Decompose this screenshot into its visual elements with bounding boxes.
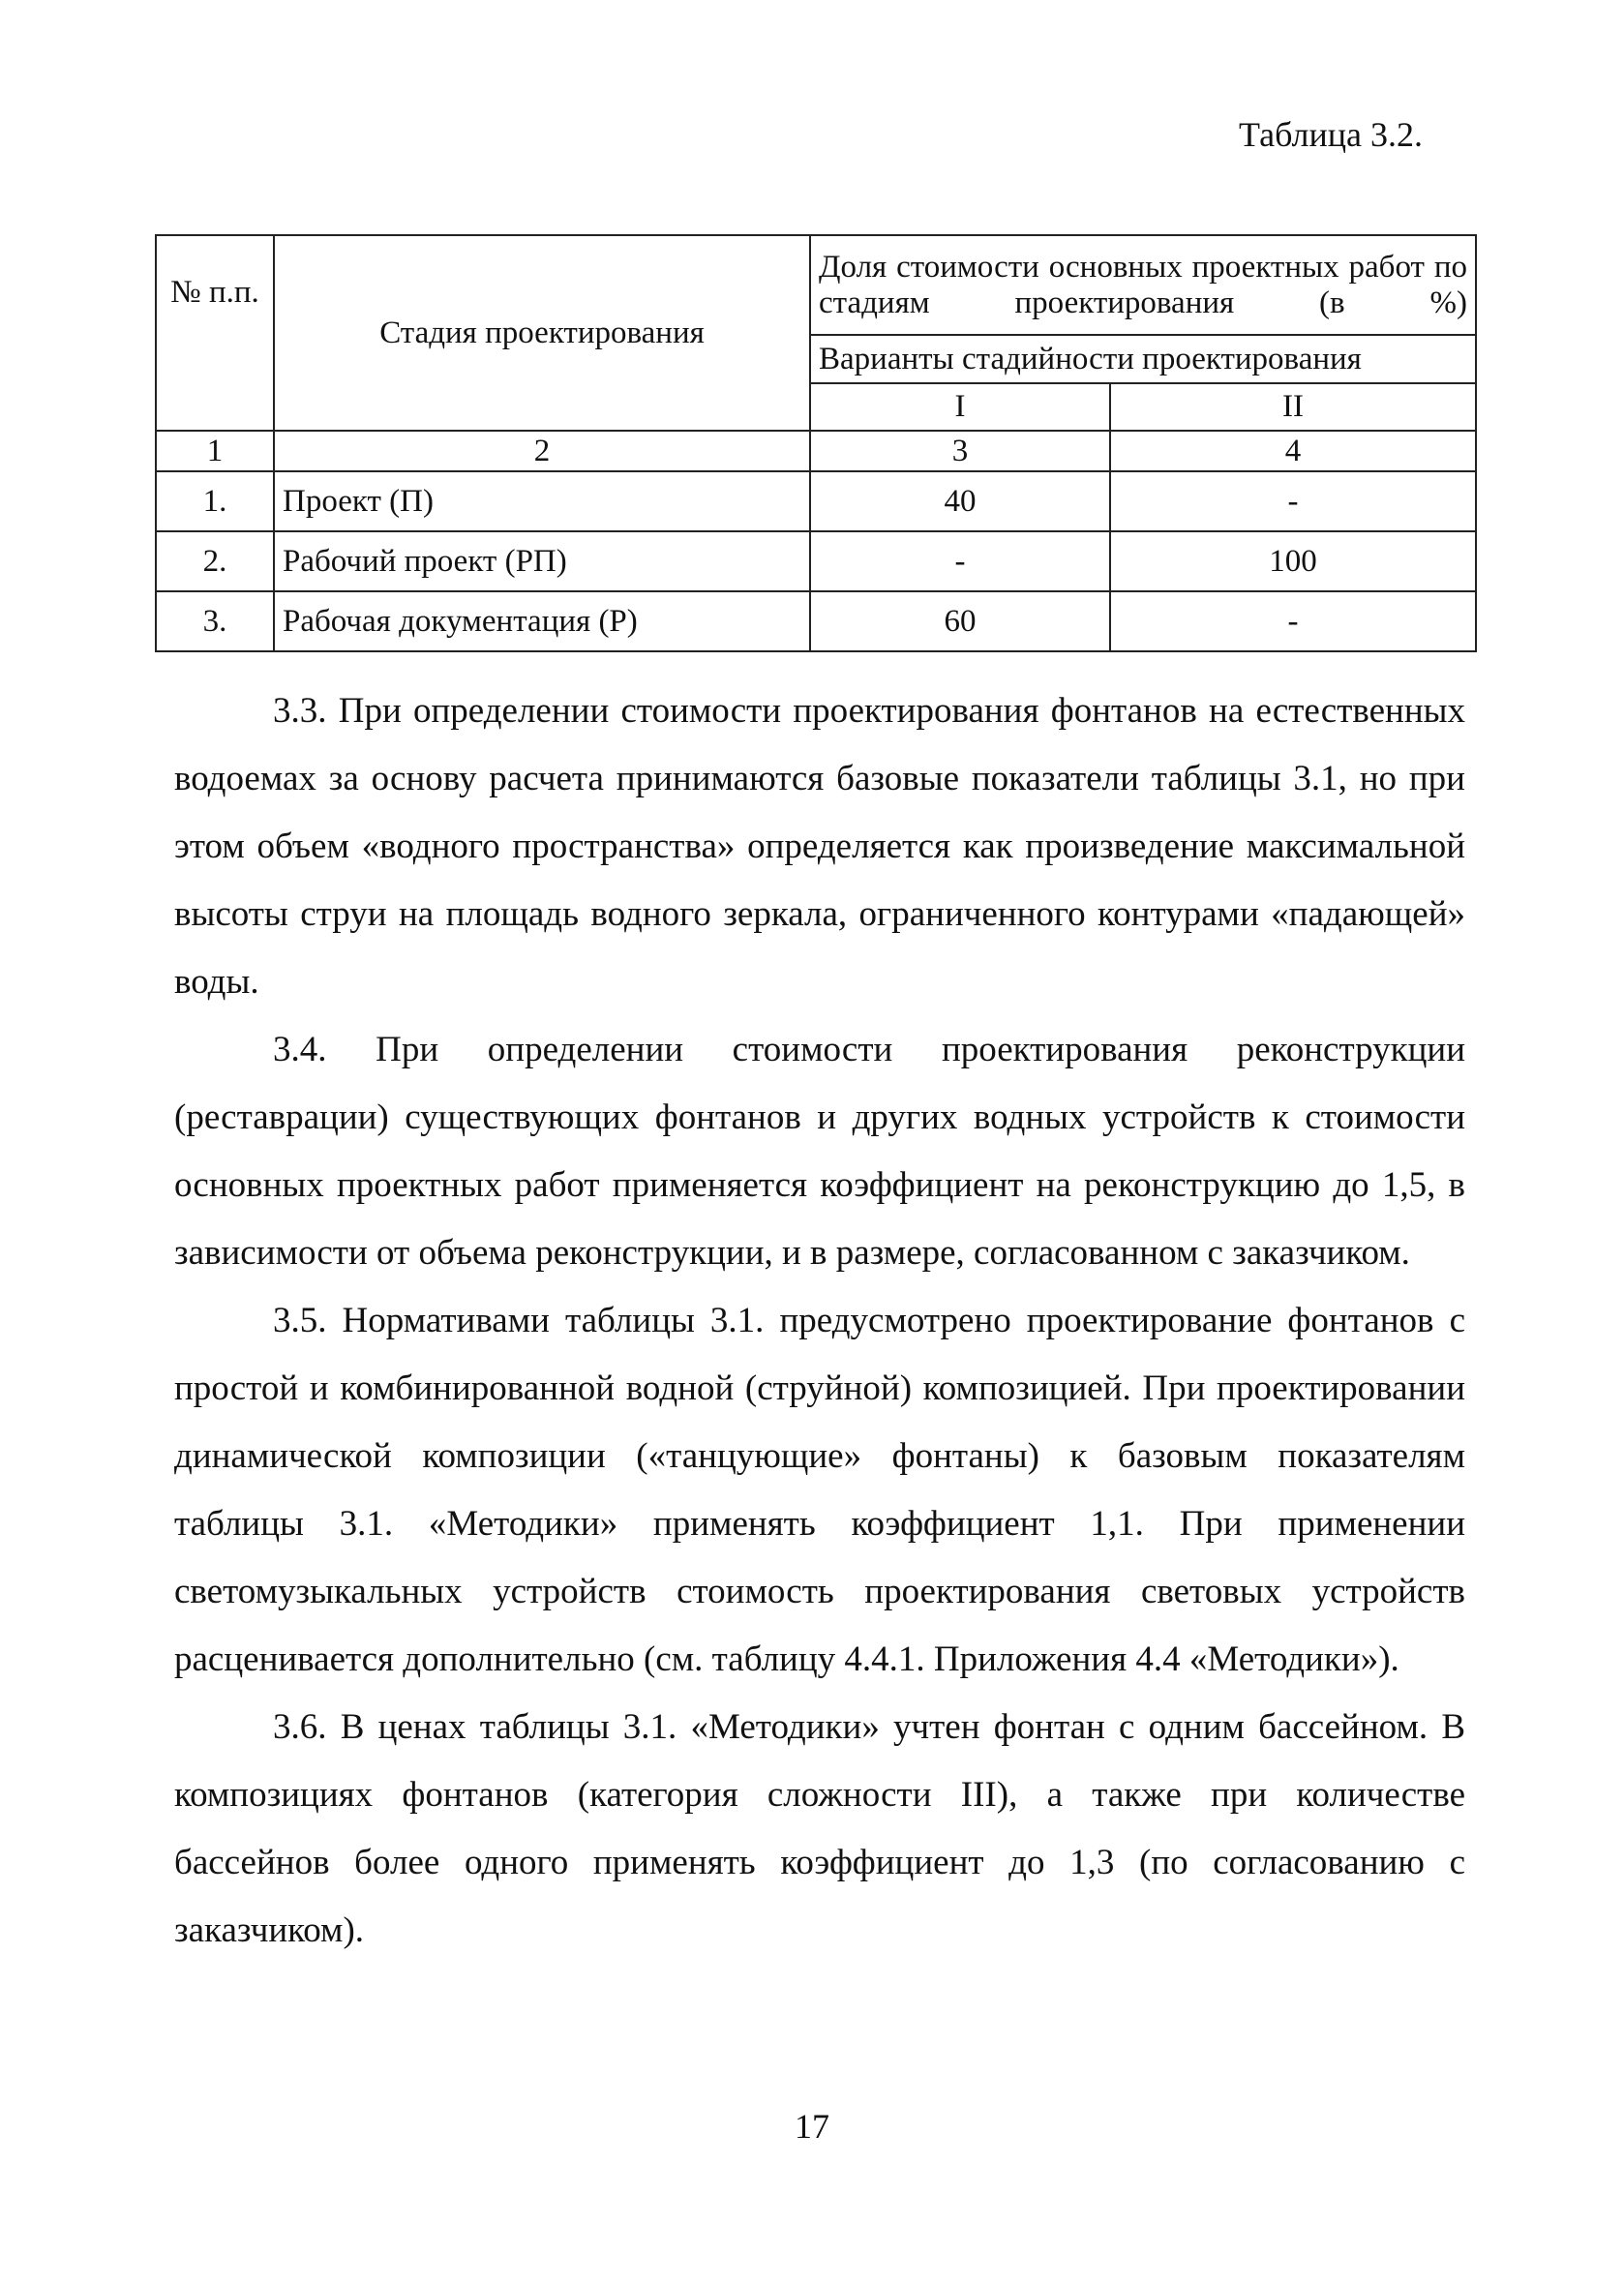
- paragraph-3-6: 3.6. В ценах таблицы 3.1. «Методики» учтен фонтан с одним бассейном. В композициях фонтанов (категория сложности III), а также при количестве бассейнов более одного применять коэффициент до 1,3 (по согласованию с заказчиком).: [174, 1707, 1465, 1950]
- table-row: [156, 471, 1476, 531]
- index-cell: 4: [1110, 431, 1476, 471]
- row-stage: Проект (П): [274, 471, 810, 531]
- paragraph-3-5: 3.5. Нормативами таблицы 3.1. предусмотрено проектирование фонтанов с простой и комбинированной водной (струйной) композицией. При проектировании динамической композиции («танцующие» фонтаны) к базовым показателям таблицы 3.1. «Методики» применять коэффициент 1,1. При применении светомузыкальных устройств стоимость проектирования световых устройств расценивается дополнительно (см. таблицу 4.4.1. Приложения 4.4 «Методики»).: [174, 1301, 1465, 1679]
- row-variant-1: 40: [810, 471, 1110, 531]
- row-variant-2: -: [1110, 471, 1476, 531]
- paragraph-3-4: 3.4. При определении стоимости проектирования реконструкции (реставрации) существующих фонтанов и других водных устройств к стоимости основных проектных работ применяется коэффициент на реконструкцию до 1,5, в зависимости от объема реконструкции, и в размере, согласованном с заказчиком.: [174, 1030, 1465, 1273]
- index-cell: 1: [156, 431, 274, 471]
- index-row: [156, 431, 1476, 471]
- stage-share-table: [155, 234, 1477, 652]
- row-stage: Рабочий проект (РП): [274, 531, 810, 591]
- index-cell: 2: [274, 431, 810, 471]
- row-variant-2: 100: [1110, 531, 1476, 591]
- header-variants: Варианты стадийности проектирования: [810, 335, 1476, 382]
- row-num: 2.: [156, 531, 274, 591]
- row-variant-1: -: [810, 531, 1110, 591]
- header-share: Доля стоимости основных проектных работ по стадиям проектирования (в %): [810, 235, 1476, 335]
- header-stage: Стадия проектирования: [274, 235, 810, 431]
- row-num: 3.: [156, 591, 274, 651]
- row-num: 1.: [156, 471, 274, 531]
- paragraph-3-3: 3.3. При определении стоимости проектирования фонтанов на естественных водоемах за основу расчета принимаются базовые показатели таблицы 3.1, но при этом объем «водного пространства» определяется как произведение максимальной высоты струи на площадь водного зеркала, ограниченного контурами «падающей» воды.: [174, 691, 1465, 1002]
- table-row: [156, 591, 1476, 651]
- index-cell: 3: [810, 431, 1110, 471]
- page-number: 17: [795, 2107, 829, 2146]
- header-num: № п.п.: [156, 235, 274, 431]
- table-caption: Таблица 3.2.: [1239, 115, 1423, 154]
- header-variant-1: I: [810, 383, 1110, 431]
- row-stage: Рабочая документация (Р): [274, 591, 810, 651]
- row-variant-1: 60: [810, 591, 1110, 651]
- body-text: [174, 677, 1465, 1965]
- table-row: [156, 531, 1476, 591]
- row-variant-2: -: [1110, 591, 1476, 651]
- header-variant-2: II: [1110, 383, 1476, 431]
